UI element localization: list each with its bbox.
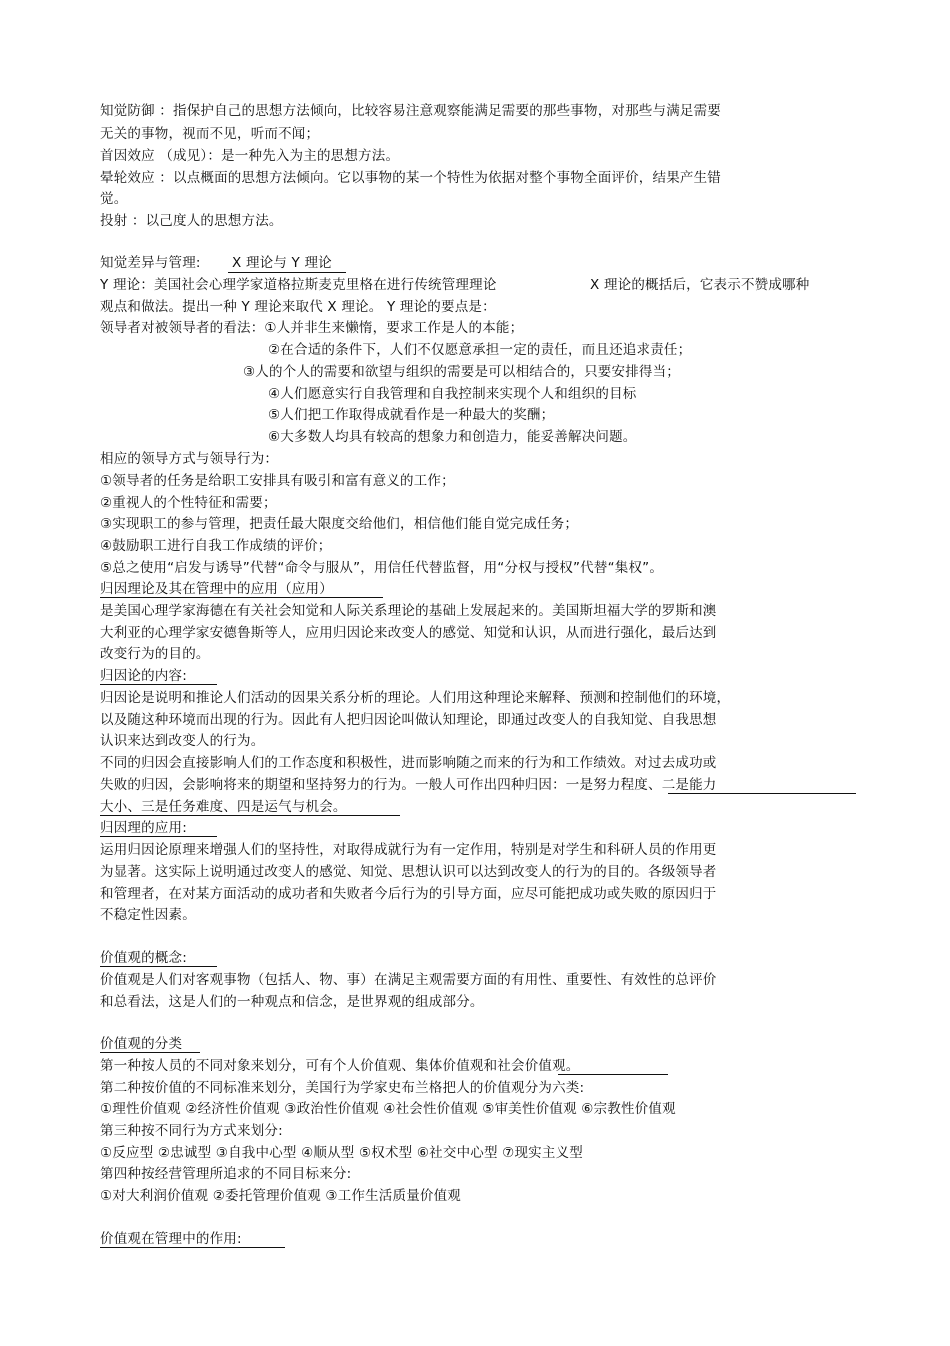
para-attribution-3: 改变行为的目的。 (100, 646, 210, 662)
heading-value-concept: 价值观的概念: (100, 950, 187, 966)
para-application-1: 运用归因论原理来增强人们的坚持性，对取得成就行为有一定作用，特别是对学生和科研人员的作用更 (100, 842, 717, 858)
para-attribution-content-6: 大小、三是任务难度、四是运气与机会。 (100, 799, 347, 815)
list-item-leadership-4: ④鼓励职工进行自我工作成绩的评价； (100, 538, 332, 554)
para-attribution-content-3: 认识来达到改变人的行为。 (100, 733, 265, 749)
para-application-2: 为显著。这实际上说明通过改变人的感觉、知觉、思想认识可以达到改变人的行为的目的。各级领导者 (100, 864, 717, 880)
heading-attribution-content: 归因论的内容: (100, 668, 187, 684)
para-attribution-content-5: 失败的归因，会影响将来的期望和坚持努力的行为。一般人可作出四种归因：一是努力程度、二是能力 (100, 777, 717, 793)
para-class-2: 第二种按价值的不同标准来划分，美国行为学家史布兰格把人的价值观分为六类: (100, 1080, 585, 1096)
para-projection: 投射 ：以己度人的思想方法。 (100, 213, 283, 229)
para-leader-view-3: ③人的个人的需要和欲望与组织的需要是可以相结合的，只要安排得当； (243, 364, 681, 380)
underline-attribution-theory (100, 597, 383, 598)
para-perceptual-defense-cont: 无关的事物，视而不见，听而不闻； (100, 126, 320, 142)
para-perceptual-defense: 知觉防御 ：指保护自己的思想方法倾向，比较容易注意观察能满足需要的那些事物，对那些与满足需要 (100, 103, 721, 119)
heading-attribution-application: 归因理的应用: (100, 820, 187, 836)
para-attribution-content-1: 归因论是说明和推论人们活动的因果关系分析的理论。人们用这种理论来解释、预测和控制他们的环境， (100, 690, 731, 706)
heading-x-y-theory: X 理论与 Y 理论 (232, 255, 332, 271)
underline-attribution-application (100, 836, 217, 837)
list-item-leadership-1: ①领导者的任务是给职工安排具有吸引和富有意义的工作； (100, 473, 455, 489)
para-y-theory-1: Y 理论：美国社会心理学家道格拉斯麦克里格在进行传统管理理论 (100, 277, 497, 293)
list-item-leadership-3: ③实现职工的参与管理，把责任最大限度交给他们，相信他们能自觉完成任务； (100, 516, 579, 532)
list-item-leadership-2: ②重视人的个性特征和需要； (100, 495, 277, 511)
para-attribution-content-4: 不同的归因会直接影响人们的工作态度和积极性，进而影响随之而来的行为和工作绩效。对过去成功或 (100, 755, 717, 771)
para-leader-view-4: ④人们愿意实行自我管理和自我控制来实现个人和组织的目标 (268, 386, 637, 402)
underline-x-y-theory (228, 272, 346, 273)
para-application-4: 不稳定性因素。 (100, 907, 196, 923)
underline-attribution-content (100, 684, 217, 685)
heading-value-role: 价值观在管理中的作用: (100, 1231, 242, 1247)
underline-class-1 (558, 1074, 668, 1075)
underline-four-attributions-a (668, 793, 856, 794)
list-class-3-items: ①反应型 ②忠诚型 ③自我中心型 ④顺从型 ⑤权术型 ⑥社交中心型 ⑦现实主义型 (100, 1145, 583, 1161)
underline-value-role (100, 1247, 285, 1248)
para-y-theory-2: 观点和做法。提出一种 Y 理论来取代 X 理论。 Y 理论的要点是： (100, 299, 496, 315)
para-class-4: 第四种按经营管理所追求的不同目标来分: (100, 1166, 352, 1182)
underline-value-classification (100, 1052, 200, 1053)
para-y-theory-1b: X 理论的概括后，它表示不赞成哪种 (590, 277, 810, 293)
para-halo-effect-cont: 觉。 (100, 191, 128, 207)
para-leader-view-2: ②在合适的条件下，人们不仅愿意承担一定的责任，而且还追求责任； (268, 342, 692, 358)
heading-value-classification: 价值观的分类 (100, 1036, 183, 1052)
heading-attribution-theory: 归因理论及其在管理中的应用（应用） (100, 581, 333, 597)
para-leader-view-5: ⑤人们把工作取得成就看作是一种最大的奖酬； (268, 407, 555, 423)
para-halo-effect: 晕轮效应 ：以点概面的思想方法倾向。它以事物的某一个特性为依据对整个事物全面评价，结果产生错 (100, 170, 721, 186)
list-item-leadership-5: ⑤总之使用“启发与诱导”代替“命令与服从”，用信任代替监督，用“分权与授权”代替“集权”。 (100, 560, 664, 576)
list-class-2-items: ①理性价值观 ②经济性价值观 ③政治性价值观 ④社会性价值观 ⑤审美性价值观 ⑥宗教性价值观 (100, 1101, 676, 1117)
para-primacy-effect: 首因效应 （成见）：是一种先入为主的思想方法。 (100, 148, 400, 164)
para-value-concept-1: 价值观是人们对客观事物（包括人、物、事）在满足主观需要方面的有用性、重要性、有效性的总评价 (100, 972, 717, 988)
para-application-3: 和管理者，在对某方面活动的成功者和失败者今后行为的引导方面，应尽可能把成功或失败的原因归于 (100, 886, 717, 902)
para-attribution-2: 大利亚的心理学家安德鲁斯等人，应用归因论来改变人的感觉、知觉和认识，从而进行强化，最后达到 (100, 625, 717, 641)
underline-four-attributions-b (100, 815, 400, 816)
para-class-3: 第三种按不同行为方式来划分: (100, 1123, 283, 1139)
para-value-concept-2: 和总看法，这是人们的一种观点和信念，是世界观的组成部分。 (100, 994, 484, 1010)
heading-perception-management: 知觉差异与管理: (100, 255, 201, 271)
para-class-1: 第一种按人员的不同对象来划分，可有个人价值观、集体价值观和社会价值观。 (100, 1058, 580, 1074)
underline-value-concept (100, 966, 217, 967)
para-leader-view-6: ⑥大多数人均具有较高的想象力和创造力，能妥善解决问题。 (268, 429, 637, 445)
para-attribution-content-2: 以及随这种环境而出现的行为。因此有人把归因论叫做认知理论，即通过改变人的自我知觉、自我思想 (100, 712, 717, 728)
list-class-4-items: ①对大利润价值观 ②委托管理价值观 ③工作生活质量价值观 (100, 1188, 461, 1204)
para-leader-view-1: 领导者对被领导者的看法：①人并非生来懒惰，要求工作是人的本能； (100, 320, 524, 336)
heading-leadership-style: 相应的领导方式与领导行为： (100, 451, 279, 467)
para-attribution-1: 是美国心理学家海德在有关社会知觉和人际关系理论的基础上发展起来的。美国斯坦福大学的罗斯和澳 (100, 603, 717, 619)
